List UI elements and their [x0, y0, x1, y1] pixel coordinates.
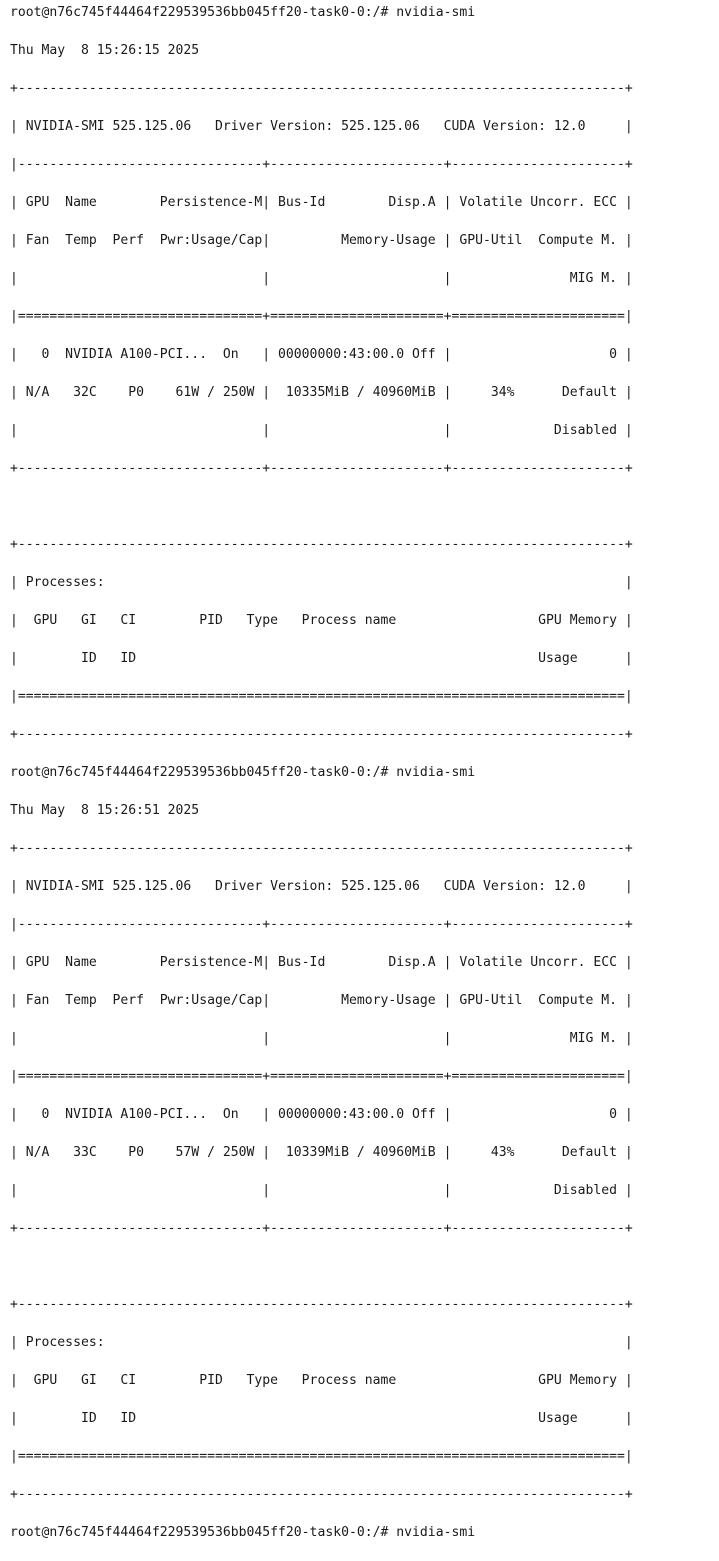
gpu-data-row: | N/A 33C P0 57W / 250W | 10339MiB / 40960MiB | 43% Default | — [10, 1145, 633, 1160]
gpu-header-row: | Fan Temp Perf Pwr:Usage/Cap| Memory-Usage | GPU-Util Compute M. | — [10, 993, 633, 1008]
gpu-data-row: | | | Disabled | — [10, 423, 633, 438]
table-border: +-----------------------------------------------------------------------------+ — [10, 727, 633, 742]
processes-title-row: | Processes: | — [10, 575, 633, 590]
gpu-data-row: | 0 NVIDIA A100-PCI... On | 00000000:43:00.0 Off | 0 | — [10, 1107, 633, 1122]
processes-header-row: | GPU GI CI PID Type Process name GPU Memory | — [10, 1373, 633, 1388]
timestamp-line: Thu May 8 15:26:51 2025 — [10, 803, 200, 818]
table-separator: |=============================================================================| — [10, 1449, 633, 1464]
blank-line — [10, 497, 715, 516]
table-border: +-----------------------------------------------------------------------------+ — [10, 1297, 633, 1312]
table-separator: |===============================+======================+======================| — [10, 309, 633, 324]
gpu-header-row: | | | MIG M. | — [10, 271, 633, 286]
gpu-header-row: | GPU Name Persistence-M| Bus-Id Disp.A | Volatile Uncorr. ECC | — [10, 195, 633, 210]
table-separator: |-------------------------------+----------------------+----------------------+ — [10, 917, 633, 932]
table-separator: |===============================+======================+======================| — [10, 1069, 633, 1084]
processes-header-row: | ID ID Usage | — [10, 1411, 633, 1426]
table-border: +-------------------------------+----------------------+----------------------+ — [10, 461, 633, 476]
timestamp-line: Thu May 8 15:26:15 2025 — [10, 43, 200, 58]
blank-line — [10, 1257, 715, 1276]
table-border: +-----------------------------------------------------------------------------+ — [10, 1487, 633, 1502]
table-border: +-----------------------------------------------------------------------------+ — [10, 537, 633, 552]
gpu-header-row: | | | MIG M. | — [10, 1031, 633, 1046]
table-border: +-----------------------------------------------------------------------------+ — [10, 81, 633, 96]
processes-title-row: | Processes: | — [10, 1335, 633, 1350]
gpu-data-row: | N/A 32C P0 61W / 250W | 10335MiB / 40960MiB | 34% Default | — [10, 385, 633, 400]
smi-version-row: | NVIDIA-SMI 525.125.06 Driver Version: 525.125.06 CUDA Version: 12.0 | — [10, 879, 633, 894]
prompt-line: root@n76c745f44464f229539536bb045ff20-task0-0:/# nvidia-smi — [10, 5, 476, 20]
processes-header-row: | ID ID Usage | — [10, 651, 633, 666]
table-separator: |=============================================================================| — [10, 689, 633, 704]
smi-version-row: | NVIDIA-SMI 525.125.06 Driver Version: 525.125.06 CUDA Version: 12.0 | — [10, 119, 633, 134]
gpu-data-row: | 0 NVIDIA A100-PCI... On | 00000000:43:00.0 Off | 0 | — [10, 347, 633, 362]
table-separator: |-------------------------------+----------------------+----------------------+ — [10, 157, 633, 172]
gpu-header-row: | Fan Temp Perf Pwr:Usage/Cap| Memory-Usage | GPU-Util Compute M. | — [10, 233, 633, 248]
prompt-line-current: root@n76c745f44464f229539536bb045ff20-task0-0:/# nvidia-smi — [10, 1525, 476, 1540]
gpu-data-row: | | | Disabled | — [10, 1183, 633, 1198]
terminal-output[interactable] — [10, 3, 715, 1561]
processes-header-row: | GPU GI CI PID Type Process name GPU Memory | — [10, 613, 633, 628]
table-border: +-----------------------------------------------------------------------------+ — [10, 841, 633, 856]
gpu-header-row: | GPU Name Persistence-M| Bus-Id Disp.A | Volatile Uncorr. ECC | — [10, 955, 633, 970]
table-border: +-------------------------------+----------------------+----------------------+ — [10, 1221, 633, 1236]
prompt-line: root@n76c745f44464f229539536bb045ff20-task0-0:/# nvidia-smi — [10, 765, 476, 780]
